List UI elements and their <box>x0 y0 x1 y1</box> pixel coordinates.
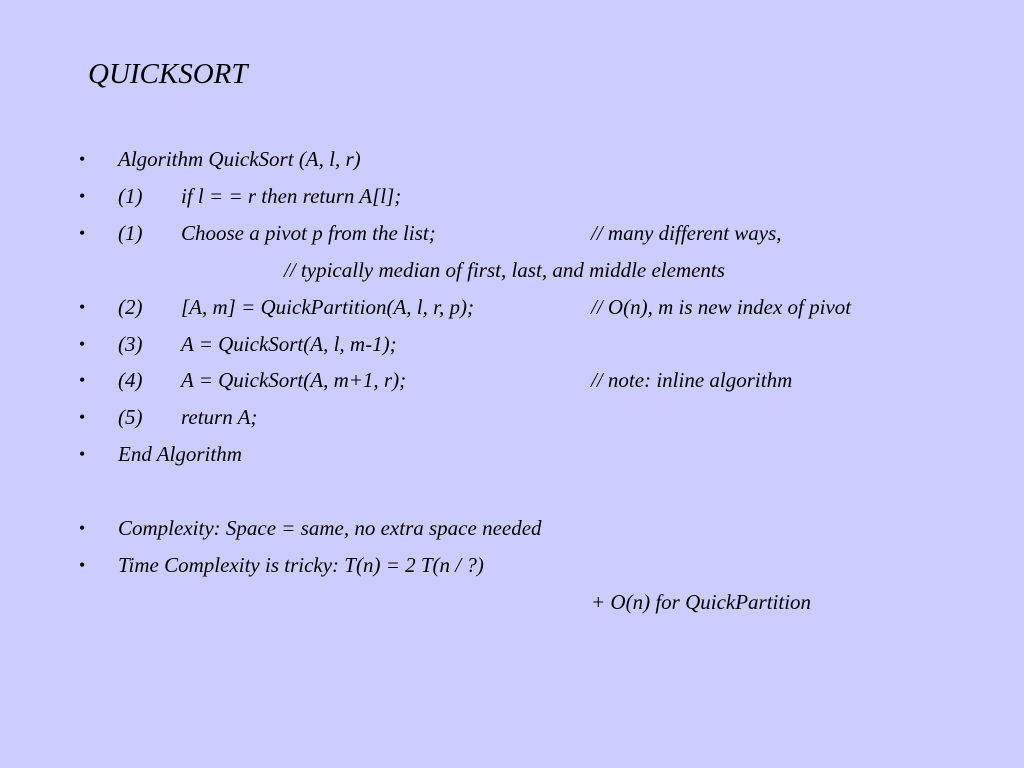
step-number: (1) <box>118 184 143 208</box>
step-comment: // typically median of first, last, and middle elements <box>284 258 725 282</box>
line-text: Complexity: Space = same, no extra space needed <box>118 516 542 540</box>
bullet-line-algorithm <box>0 145 1024 173</box>
bullet-line-step <box>0 330 1024 358</box>
bullet-line-step <box>0 182 1024 210</box>
bullet-line-end <box>0 440 1024 468</box>
step-number: (2) <box>118 295 143 319</box>
step-number: (3) <box>118 332 143 356</box>
line-text: Time Complexity is tricky: T(n) = 2 T(n / ?) <box>118 553 484 577</box>
line-text: + O(n) for QuickPartition <box>591 590 812 614</box>
step-code: return A; <box>181 405 258 429</box>
bullet: • <box>79 370 86 390</box>
line-text: Algorithm QuickSort (A, l, r) <box>118 147 361 171</box>
bullet-line-step <box>0 366 1024 394</box>
step-comment: // O(n), m is new index of pivot <box>591 295 852 319</box>
step-code: A = QuickSort(A, m+1, r); <box>181 368 407 392</box>
bullet: • <box>79 297 86 317</box>
step-code: A = QuickSort(A, l, m-1); <box>181 332 397 356</box>
step-comment: // many different ways, <box>591 221 782 245</box>
bullet-line-complexity <box>0 514 1024 542</box>
bullet: • <box>79 223 86 243</box>
bullet: • <box>79 407 86 427</box>
step-number: (4) <box>118 368 143 392</box>
bullet-line-time-complexity <box>0 551 1024 579</box>
continuation-line <box>0 588 1024 616</box>
step-comment: // note: inline algorithm <box>591 368 793 392</box>
bullet-line-step <box>0 219 1024 247</box>
step-code: if l = = r then return A[l]; <box>181 184 402 208</box>
bullet: • <box>79 518 86 538</box>
step-code: [A, m] = QuickPartition(A, l, r, p); <box>181 295 474 319</box>
bullet-line-step <box>0 293 1024 321</box>
bullet: • <box>79 444 86 464</box>
line-text: End Algorithm <box>118 442 242 466</box>
bullet: • <box>79 186 86 206</box>
step-code: Choose a pivot p from the list; <box>181 221 436 245</box>
bullet: • <box>79 555 86 575</box>
slide-title: QUICKSORT <box>88 58 248 90</box>
step-number: (5) <box>118 405 143 429</box>
bullet: • <box>79 334 86 354</box>
bullet: • <box>79 149 86 169</box>
continuation-line <box>0 256 1024 284</box>
step-number: (1) <box>118 221 143 245</box>
bullet-line-step <box>0 403 1024 431</box>
